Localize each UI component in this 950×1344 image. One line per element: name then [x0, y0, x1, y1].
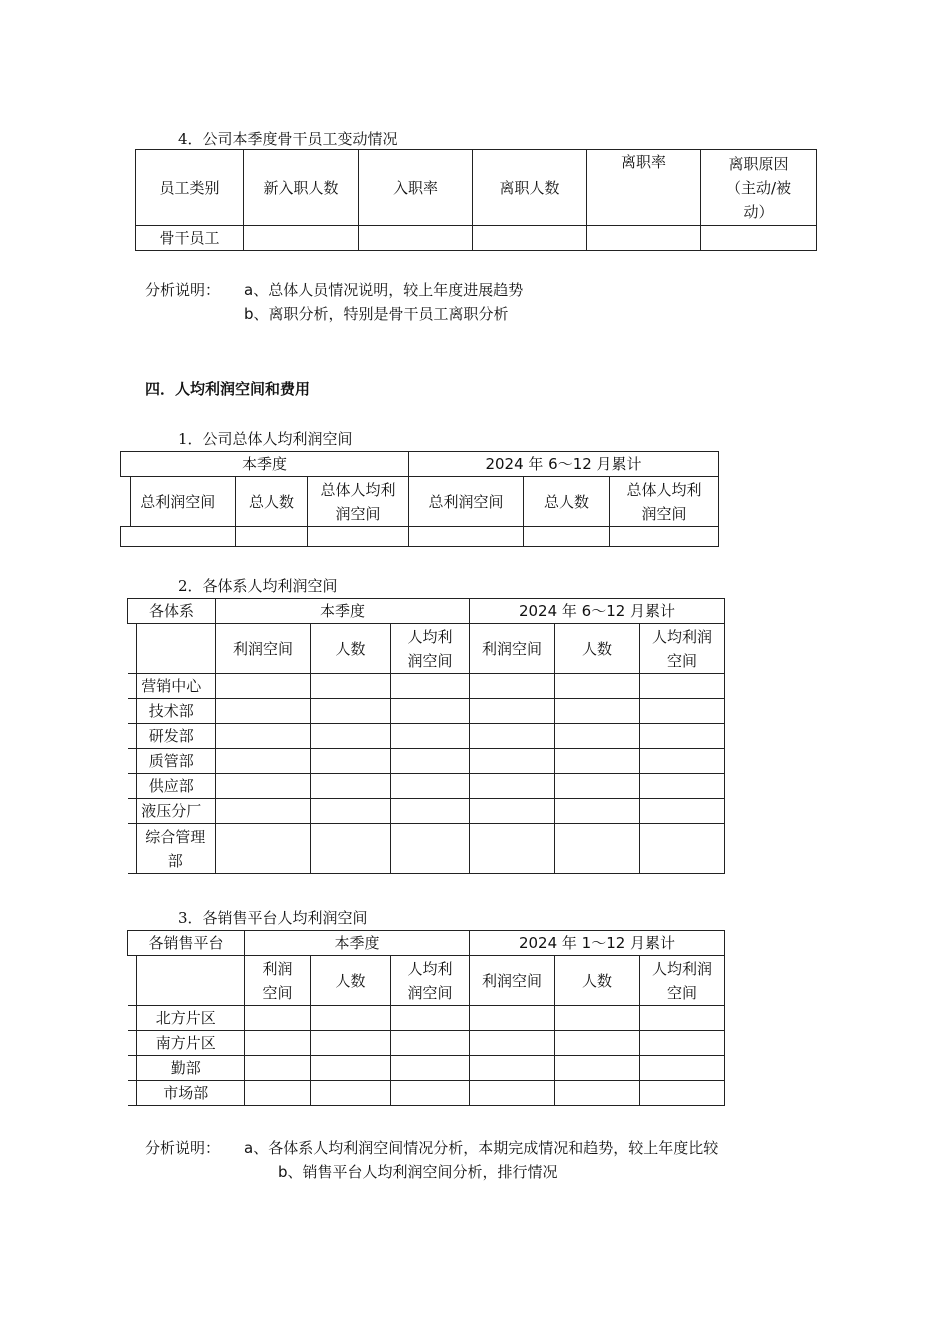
- data-cell: [555, 699, 640, 724]
- table-row: [128, 799, 725, 824]
- table-row: [128, 774, 725, 799]
- header-cell: 总利润空间: [409, 477, 524, 527]
- data-cell: [555, 774, 640, 799]
- header-cell: 离职率: [587, 150, 701, 226]
- data-cell: [311, 1006, 391, 1031]
- table2-heading: 2．各体系人均利润空间: [178, 577, 338, 595]
- table-row: [128, 674, 725, 699]
- header-cell: 人均利润空间: [640, 956, 725, 1006]
- data-cell: [311, 1056, 391, 1081]
- data-cell: [245, 1031, 311, 1056]
- row-label: 综合管理部: [128, 824, 216, 874]
- row-label: 营销中心: [128, 674, 216, 699]
- data-cell: [555, 749, 640, 774]
- data-cell: [470, 1006, 555, 1031]
- section-title: 四．人均利润空间和费用: [145, 380, 311, 398]
- key-staff-table: [135, 149, 817, 251]
- header-cell: 人数: [311, 956, 391, 1006]
- group-header: 2024 年 6～12 月累计: [409, 452, 719, 477]
- header-cell: 总人数: [236, 477, 308, 527]
- data-cell: [640, 674, 725, 699]
- data-cell: [587, 226, 701, 251]
- data-cell: [391, 749, 470, 774]
- header-cell: 总利润空间: [121, 477, 236, 527]
- data-cell: [470, 1081, 555, 1106]
- header-cell: 总体人均利润空间: [308, 477, 409, 527]
- data-cell: [640, 824, 725, 874]
- data-cell: [640, 724, 725, 749]
- data-cell: [409, 527, 524, 547]
- header-cell: 新入职人数: [244, 150, 359, 226]
- row-label: 技术部: [128, 699, 216, 724]
- table-row: [128, 749, 725, 774]
- analysis-line: a、总体人员情况说明，较上年度进展趋势: [244, 281, 524, 299]
- data-cell: [473, 226, 587, 251]
- data-cell: [216, 724, 311, 749]
- data-cell: [391, 799, 470, 824]
- data-cell: [640, 1006, 725, 1031]
- data-cell: [640, 1056, 725, 1081]
- group-header: 本季度: [245, 931, 470, 956]
- sales-platform-profit-table: [127, 930, 725, 1106]
- corner-header: 各销售平台: [128, 931, 245, 956]
- data-cell: [555, 1056, 640, 1081]
- overall-profit-table: [120, 451, 719, 547]
- table-row: [128, 699, 725, 724]
- blank-corner: [128, 624, 216, 674]
- data-cell: [640, 749, 725, 774]
- table-row: [128, 1006, 725, 1031]
- data-cell: [311, 699, 391, 724]
- data-cell: [391, 1031, 470, 1056]
- item4-heading: 4．公司本季度骨干员工变动情况: [178, 130, 398, 148]
- data-cell: [216, 774, 311, 799]
- data-cell: [359, 226, 473, 251]
- table-row: [121, 527, 719, 547]
- data-cell: [391, 774, 470, 799]
- blank-corner: [128, 956, 245, 1006]
- row-label: 南方片区: [128, 1031, 245, 1056]
- data-cell: [555, 674, 640, 699]
- row-label: 北方片区: [128, 1006, 245, 1031]
- data-cell: [640, 799, 725, 824]
- header-cell: 人数: [311, 624, 391, 674]
- data-cell: [244, 226, 359, 251]
- row-label: 液压分厂: [128, 799, 216, 824]
- data-cell: [216, 824, 311, 874]
- row-label: 勤部: [128, 1056, 245, 1081]
- data-cell: [470, 749, 555, 774]
- data-cell: [391, 1081, 470, 1106]
- data-cell: [391, 699, 470, 724]
- data-cell: [701, 226, 817, 251]
- data-cell: [640, 1081, 725, 1106]
- header-cell: 离职人数: [473, 150, 587, 226]
- analysis-line: b、离职分析，特别是骨干员工离职分析: [244, 305, 509, 323]
- data-cell: [391, 824, 470, 874]
- data-cell: [391, 1006, 470, 1031]
- table1-heading: 1．公司总体人均利润空间: [178, 430, 353, 448]
- analysis-line: a、各体系人均利润空间情况分析，本期完成情况和趋势，较上年度比较: [244, 1139, 719, 1157]
- header-cell: 总体人均利润空间: [610, 477, 719, 527]
- table-row: [128, 1031, 725, 1056]
- table-row: [128, 1056, 725, 1081]
- header-cell: 人均利润空间: [391, 956, 470, 1006]
- data-cell: [311, 824, 391, 874]
- row-label: 供应部: [128, 774, 216, 799]
- data-cell: [391, 674, 470, 699]
- data-cell: [470, 1031, 555, 1056]
- row-label: 研发部: [128, 724, 216, 749]
- data-cell: [216, 699, 311, 724]
- data-cell: [391, 1056, 470, 1081]
- header-cell: 人均利润空间: [391, 624, 470, 674]
- data-cell: [311, 1031, 391, 1056]
- data-cell: [121, 527, 236, 547]
- data-cell: [470, 774, 555, 799]
- header-cell: 入职率: [359, 150, 473, 226]
- data-cell: [311, 724, 391, 749]
- table-row: [128, 1081, 725, 1106]
- header-cell: 员工类别: [136, 150, 244, 226]
- analysis-label: 分析说明：: [145, 281, 221, 299]
- analysis-label: 分析说明：: [145, 1139, 221, 1157]
- data-cell: [311, 799, 391, 824]
- table-row: [128, 824, 725, 874]
- data-cell: [391, 724, 470, 749]
- header-cell: 人均利润空间: [640, 624, 725, 674]
- group-header: 本季度: [121, 452, 409, 477]
- group-header: 2024 年 6～12 月累计: [470, 599, 725, 624]
- header-cell: 利润空间: [470, 624, 555, 674]
- data-cell: [524, 527, 610, 547]
- data-cell: [311, 1081, 391, 1106]
- data-cell: [640, 699, 725, 724]
- data-cell: [308, 527, 409, 547]
- data-cell: [470, 724, 555, 749]
- data-cell: [470, 799, 555, 824]
- data-cell: [216, 674, 311, 699]
- data-cell: [311, 774, 391, 799]
- header-cell: 利润空间: [216, 624, 311, 674]
- analysis-line: b、销售平台人均利润空间分析，排行情况: [278, 1163, 558, 1181]
- row-label: 骨干员工: [136, 226, 244, 251]
- header-cell: 利润空间: [245, 956, 311, 1006]
- data-cell: [555, 824, 640, 874]
- data-cell: [245, 1056, 311, 1081]
- data-cell: [245, 1081, 311, 1106]
- data-cell: [470, 699, 555, 724]
- data-cell: [555, 1081, 640, 1106]
- header-cell: 总人数: [524, 477, 610, 527]
- data-cell: [216, 799, 311, 824]
- data-cell: [216, 749, 311, 774]
- data-cell: [311, 749, 391, 774]
- data-cell: [470, 1056, 555, 1081]
- row-label: 质管部: [128, 749, 216, 774]
- department-profit-table: [127, 598, 725, 874]
- group-header: 本季度: [216, 599, 470, 624]
- data-cell: [470, 824, 555, 874]
- corner-header: 各体系: [128, 599, 216, 624]
- data-cell: [640, 1031, 725, 1056]
- data-cell: [236, 527, 308, 547]
- data-cell: [245, 1006, 311, 1031]
- header-cell: 人数: [555, 624, 640, 674]
- data-cell: [555, 1031, 640, 1056]
- header-cell: 离职原因（主动/被动）: [701, 150, 817, 226]
- row-label: 市场部: [128, 1081, 245, 1106]
- data-cell: [311, 674, 391, 699]
- data-cell: [470, 674, 555, 699]
- group-header: 2024 年 1～12 月累计: [470, 931, 725, 956]
- table-row: [128, 724, 725, 749]
- table-row: [136, 226, 817, 251]
- data-cell: [555, 799, 640, 824]
- data-cell: [610, 527, 719, 547]
- header-cell: 利润空间: [470, 956, 555, 1006]
- header-cell: 人数: [555, 956, 640, 1006]
- data-cell: [555, 1006, 640, 1031]
- table3-heading: 3．各销售平台人均利润空间: [178, 909, 368, 927]
- data-cell: [555, 724, 640, 749]
- data-cell: [640, 774, 725, 799]
